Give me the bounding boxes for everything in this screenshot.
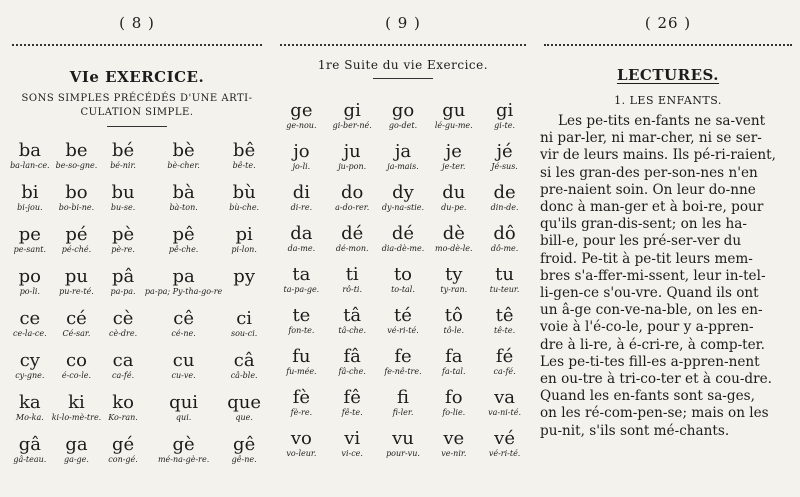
example-word: ta-pa-ge.: [283, 285, 320, 294]
syllable-cell: [428, 429, 479, 459]
syllable-cell: [145, 351, 222, 381]
example-word: rô-ti.: [342, 285, 363, 294]
header-rule: [544, 44, 792, 46]
example-word: du-pe.: [441, 203, 467, 212]
syllable: dé: [391, 223, 415, 244]
example-word: qui.: [175, 413, 192, 422]
example-word: gi-te.: [494, 121, 516, 130]
syllable: ca: [112, 350, 134, 371]
syllable-cell: [327, 347, 378, 377]
example-word: gi-ber-né.: [332, 121, 372, 130]
example-word: ca-fé.: [111, 371, 135, 380]
syllable-cell: [428, 265, 479, 295]
syllable-cell: [145, 267, 222, 297]
syllable-cell: [428, 101, 479, 131]
syllable-cell: [378, 347, 429, 377]
syllable-cell: [276, 429, 327, 459]
syllable-cell: [101, 435, 145, 465]
example-word: fâ-che.: [338, 367, 366, 376]
text-line: voie à l'é-co-le, pour y a-ppren-: [540, 319, 754, 336]
example-word: dia-dè-me.: [381, 244, 425, 253]
syllable: je: [445, 141, 462, 162]
syllable-cell: [8, 435, 52, 465]
syllable-cell: [52, 183, 102, 213]
page-number: ( 26 ): [644, 14, 692, 32]
syllable: fâ: [343, 346, 361, 367]
example-word: ja-mais.: [387, 162, 419, 171]
syllable-cell: [327, 224, 378, 254]
syllable: bu: [111, 182, 135, 203]
syllable-cell: [101, 141, 145, 171]
syllable: po: [18, 266, 42, 287]
syllable: pe: [18, 224, 41, 245]
example-word: pa-pa.: [110, 287, 136, 296]
example-word: ce-la-ce.: [12, 329, 47, 338]
syllable-cell: [101, 351, 145, 381]
syllable-cell: [378, 265, 429, 295]
example-word: pé-ché.: [61, 245, 92, 254]
syllable: dy: [392, 182, 414, 203]
syllable: pu: [64, 266, 89, 287]
syllable-cell: [479, 101, 530, 131]
example-word: fê-te.: [341, 408, 363, 417]
syllable-cell: [222, 183, 266, 213]
syllable-cell: [145, 393, 222, 423]
page-number: ( 8 ): [119, 14, 155, 32]
syllable-cell: [8, 183, 52, 213]
syllable: fe: [394, 346, 412, 367]
syllable-cell: [479, 265, 530, 295]
example-word: gê-ne.: [231, 455, 257, 464]
example-word: ba-lan-ce.: [10, 161, 50, 170]
syllable: bo: [65, 182, 88, 203]
syllable: pé: [65, 224, 88, 245]
syllable-cell: [327, 306, 378, 336]
syllable: go: [391, 100, 415, 121]
syllable: dô: [493, 223, 516, 244]
syllable: be: [65, 140, 88, 161]
syllable: bù: [232, 182, 256, 203]
syllable: câ: [233, 350, 255, 371]
text-line: bres s'a-ffer-mi-ssent, leur in-tel-: [540, 267, 766, 284]
subtitle-line: SONS SIMPLES PRÉCÉDÉS D'UNE ARTI-: [21, 93, 253, 104]
text-line: bill-e, pour les pré-ser-ver du: [540, 233, 742, 250]
example-word: je-ter.: [442, 162, 466, 171]
text-line: si les gran-des per-son-nes n'en: [540, 164, 758, 181]
syllable: pâ: [111, 266, 135, 287]
syllable-grid: [276, 101, 530, 459]
header-rule: [280, 44, 526, 46]
syllable: pa: [172, 266, 195, 287]
syllable-cell: [479, 183, 530, 213]
syllable: ba: [18, 140, 41, 161]
syllable-cell: [276, 101, 327, 131]
syllable-cell: [101, 309, 145, 339]
example-word: vé-ri-té.: [387, 326, 419, 335]
syllable-cell: [276, 265, 327, 295]
syllable-cell: [428, 224, 479, 254]
syllable-cell: [52, 309, 102, 339]
text-line: vir de leurs mains. Ils pé-ri-raient,: [540, 147, 776, 164]
example-word: cè-dre.: [109, 329, 138, 338]
text-line: dre à li-re, à é-cri-re, à comp-ter.: [540, 336, 766, 353]
syllable-cell: [327, 183, 378, 213]
syllable: bà: [172, 182, 195, 203]
syllable: pi: [235, 224, 253, 245]
example-word: pu-re-té.: [59, 287, 94, 296]
page-left: [8, 0, 266, 497]
syllable-cell: [327, 101, 378, 131]
subtitle-line: CULATION SIMPLE.: [80, 107, 194, 118]
syllable: vo: [290, 428, 312, 449]
story-text: [540, 113, 796, 440]
example-word: sou-ci.: [230, 329, 258, 338]
example-word: pa-pa; Py-tha-go-re: [144, 287, 223, 296]
syllable-cell: [327, 388, 378, 418]
example-word: bè-cher.: [167, 161, 200, 170]
syllable-cell: [101, 225, 145, 255]
syllable-cell: [8, 225, 52, 255]
syllable-cell: [378, 306, 429, 336]
syllable: gi: [343, 100, 361, 121]
syllable-cell: [378, 142, 429, 172]
example-word: di-re.: [290, 203, 313, 212]
text-line: on les ré-com-pen-se; mais on les: [540, 405, 769, 422]
syllable: gâ: [18, 434, 41, 455]
syllable: que: [227, 392, 262, 413]
page-right: [540, 0, 796, 497]
syllable-cell: [479, 429, 530, 459]
syllable: ju: [343, 141, 361, 162]
syllable: cy: [19, 350, 40, 371]
syllable-cell: [276, 183, 327, 213]
syllable: ja: [394, 141, 412, 162]
syllable: to: [393, 264, 413, 285]
example-word: bi-jou.: [17, 203, 43, 212]
syllable-cell: [378, 101, 429, 131]
text-line: Quand les en-fants sont sa-ges,: [540, 388, 755, 405]
example-word: tu-teur.: [489, 285, 520, 294]
syllable-cell: [378, 224, 429, 254]
example-word: fi-ler.: [392, 408, 414, 417]
syllable: gu: [442, 100, 466, 121]
syllable-cell: [378, 183, 429, 213]
text-line: li-gen-ce s'ou-vre. Quand ils ont: [540, 285, 759, 302]
syllable: di: [292, 182, 311, 203]
example-word: va-ni-té.: [488, 408, 522, 417]
syllable-cell: [327, 265, 378, 295]
example-word: cé-ne.: [171, 329, 196, 338]
syllable: fo: [445, 387, 463, 408]
syllable-cell: [428, 142, 479, 172]
example-word: vé-ri-té.: [488, 449, 521, 458]
syllable-cell: [479, 224, 530, 254]
example-word: dy-na-stie.: [381, 203, 425, 212]
syllable-cell: [52, 393, 102, 423]
syllable: da: [290, 223, 313, 244]
example-word: pe-sant.: [13, 245, 47, 254]
text-line: un â-ge con-ve-na-ble, on les en-: [540, 302, 763, 319]
syllable: ki: [68, 392, 85, 413]
syllable: va: [494, 387, 516, 408]
syllable: qui: [169, 392, 199, 413]
syllable-cell: [52, 141, 102, 171]
syllable-cell: [145, 141, 222, 171]
syllable-cell: [52, 267, 102, 297]
syllable-cell: [327, 142, 378, 172]
syllable: ti: [345, 264, 359, 285]
syllable: vu: [392, 428, 414, 449]
example-word: po-li.: [19, 287, 40, 296]
syllable-cell: [145, 183, 222, 213]
example-word: fe-nê-tre.: [384, 367, 422, 376]
syllable: fu: [292, 346, 311, 367]
syllable-cell: [145, 309, 222, 339]
example-word: câ-ble.: [230, 371, 258, 380]
syllable: gi: [495, 100, 514, 121]
syllable-cell: [101, 267, 145, 297]
header-rule: [12, 44, 262, 46]
example-word: a-do-rer.: [335, 203, 370, 212]
syllable: ve: [443, 428, 465, 449]
example-word: bé-nir.: [110, 161, 136, 170]
syllable-cell: [222, 393, 266, 423]
example-word: da-me.: [287, 244, 316, 253]
syllable: tê: [495, 305, 514, 326]
text-line: Les pe-tits en-fants ne sa-vent: [558, 113, 766, 129]
example-word: bo-bi-ne.: [58, 203, 95, 212]
syllable: fa: [445, 346, 463, 367]
syllable-cell: [428, 388, 479, 418]
page-middle: [276, 0, 530, 497]
syllable-cell: [222, 351, 266, 381]
syllable: bê: [233, 140, 256, 161]
example-word: fo-lie.: [442, 408, 466, 417]
syllable-cell: [479, 347, 530, 377]
example-word: tê-te.: [494, 326, 516, 335]
text-line: donc à man-ger et à boi-re, pour: [540, 199, 764, 216]
syllable-cell: [222, 267, 266, 297]
example-word: ge-nou.: [286, 121, 317, 130]
syllable-cell: [479, 306, 530, 336]
example-word: que.: [235, 413, 253, 422]
syllable: py: [233, 266, 255, 287]
syllable-cell: [276, 388, 327, 418]
example-word: go-det.: [388, 121, 418, 130]
lectures-title: LECTURES.: [616, 66, 720, 84]
syllable: pê: [172, 224, 195, 245]
syllable: tô: [444, 305, 463, 326]
syllable-cell: [428, 306, 479, 336]
syllable-cell: [378, 429, 429, 459]
example-word: mé-na-gè-re.: [157, 455, 210, 464]
syllable: fê: [343, 387, 361, 408]
syllable-cell: [276, 306, 327, 336]
example-word: tô-le.: [443, 326, 465, 335]
syllable: tu: [495, 264, 514, 285]
example-word: din-de.: [490, 203, 519, 212]
syllable-cell: [276, 347, 327, 377]
syllable-cell: [8, 267, 52, 297]
syllable-cell: [8, 393, 52, 423]
example-word: bà-ton.: [169, 203, 198, 212]
example-word: to-tal.: [391, 285, 415, 294]
syllable: ko: [112, 392, 134, 413]
syllable: vé: [494, 428, 515, 449]
syllable: vi: [344, 428, 361, 449]
syllable: ce: [19, 308, 41, 329]
example-word: ve-nir.: [441, 449, 467, 458]
story-title: 1. LES ENFANTS.: [614, 94, 722, 107]
syllable-cell: [479, 388, 530, 418]
text-line: Les pe-ti-tes fill-es a-ppren-nent: [540, 353, 760, 370]
example-word: lé-gu-me.: [434, 121, 473, 130]
syllable: cè: [112, 308, 134, 329]
text-line: en ou-tre à tri-co-ter et à cou-dre.: [540, 371, 772, 388]
example-word: vo-leur.: [286, 449, 317, 458]
syllable: cé: [66, 308, 87, 329]
syllable-cell: [101, 393, 145, 423]
syllable-cell: [428, 183, 479, 213]
example-word: pè-re.: [111, 245, 135, 254]
example-word: bê-te.: [232, 161, 256, 170]
example-word: fè-re.: [290, 408, 313, 417]
syllable-cell: [222, 141, 266, 171]
example-word: dé-mon.: [335, 244, 369, 253]
example-word: é-co-le.: [61, 371, 92, 380]
example-word: ju-pon.: [338, 162, 367, 171]
example-word: ty-ran.: [440, 285, 468, 294]
syllable-cell: [145, 435, 222, 465]
example-word: vi-ce.: [341, 449, 363, 458]
example-word: gâ-teau.: [13, 455, 47, 464]
syllable-cell: [276, 224, 327, 254]
example-word: pi-lon.: [231, 245, 257, 254]
syllable: fé: [495, 346, 514, 367]
syllable: ga: [65, 434, 88, 455]
syllable-cell: [222, 309, 266, 339]
syllable-cell: [101, 183, 145, 213]
syllable-cell: [276, 142, 327, 172]
syllable: ge: [290, 100, 313, 121]
syllable: jé: [496, 141, 513, 162]
syllable: bè: [172, 140, 195, 161]
example-word: mo-dè-le.: [435, 244, 473, 253]
example-word: con-gé.: [108, 455, 138, 464]
syllable: ka: [19, 392, 41, 413]
exercise-subtitle: [8, 92, 266, 120]
syllable-cell: [222, 225, 266, 255]
syllable: bi: [21, 182, 39, 203]
example-word: ki-lo-mè-tre.: [51, 413, 102, 422]
syllable: bé: [111, 140, 135, 161]
syllable: ty: [445, 264, 463, 285]
example-word: bu-se.: [110, 203, 136, 212]
title-underline: [107, 126, 167, 127]
example-word: ga-ge.: [63, 455, 89, 464]
syllable: dè: [442, 223, 465, 244]
syllable-cell: [8, 351, 52, 381]
syllable: pè: [111, 224, 135, 245]
example-word: cu-ve.: [171, 371, 196, 380]
syllable-cell: [145, 225, 222, 255]
syllable: fè: [292, 387, 311, 408]
example-word: tâ-che.: [338, 326, 366, 335]
syllable: gê: [233, 434, 256, 455]
example-word: Jé-sus.: [491, 162, 518, 171]
syllable-cell: [378, 388, 429, 418]
syllable: gé: [111, 434, 135, 455]
example-word: Ko-ran.: [108, 413, 138, 422]
example-word: fu-mée.: [286, 367, 317, 376]
syllable: co: [65, 350, 87, 371]
example-word: cy-gne.: [15, 371, 45, 380]
syllable-cell: [428, 347, 479, 377]
syllable: cê: [173, 308, 194, 329]
exercise-title: VIe EXERCICE.: [69, 68, 205, 86]
syllable: ta: [292, 264, 311, 285]
syllable: do: [341, 182, 364, 203]
example-word: pour-vu.: [386, 449, 420, 458]
text-line: pre-naient soin. On leur do-nne: [540, 181, 756, 198]
syllable: gè: [172, 434, 195, 455]
syllable: de: [493, 182, 516, 203]
text-line: froid. Pe-tit à pe-tit leurs mem-: [540, 250, 753, 267]
syllable-cell: [8, 309, 52, 339]
example-word: dô-me.: [490, 244, 519, 253]
syllable-cell: [222, 435, 266, 465]
example-word: [222, 287, 266, 297]
syllable: té: [394, 305, 412, 326]
text-line: ni par-ler, ni mar-cher, ni se ser-: [540, 130, 762, 147]
example-word: Mo-ka.: [15, 413, 44, 422]
title-underline: [373, 78, 433, 79]
example-word: fa-tal.: [442, 367, 466, 376]
syllable: dé: [341, 223, 364, 244]
example-word: be-so-gne.: [55, 161, 98, 170]
syllable: du: [442, 182, 466, 203]
example-word: ca-fé.: [493, 367, 516, 376]
syllable-cell: [52, 351, 102, 381]
syllable: fi: [396, 387, 409, 408]
syllable-cell: [52, 435, 102, 465]
page-number: ( 9 ): [385, 14, 421, 32]
syllable-cell: [8, 141, 52, 171]
syllable-cell: [479, 142, 530, 172]
exercise-title: 1re Suite du vie Exercice.: [317, 58, 489, 72]
syllable: tâ: [343, 305, 362, 326]
syllable: te: [292, 305, 311, 326]
text-line: pu-nit, s'ils sont mé-chants.: [540, 422, 730, 439]
example-word: jo-li.: [292, 162, 311, 171]
syllable: cu: [172, 350, 195, 371]
syllable-cell: [327, 429, 378, 459]
example-word: fon-te.: [288, 326, 315, 335]
syllable: ci: [236, 308, 253, 329]
example-word: pê-che.: [168, 245, 199, 254]
example-word: Cé-sar.: [62, 329, 91, 338]
syllable-grid: [8, 141, 266, 465]
syllable: jo: [293, 141, 310, 162]
syllable-cell: [52, 225, 102, 255]
example-word: bù-che.: [229, 203, 260, 212]
text-line: qu'ils gran-dis-sent; on les ha-: [540, 216, 747, 233]
